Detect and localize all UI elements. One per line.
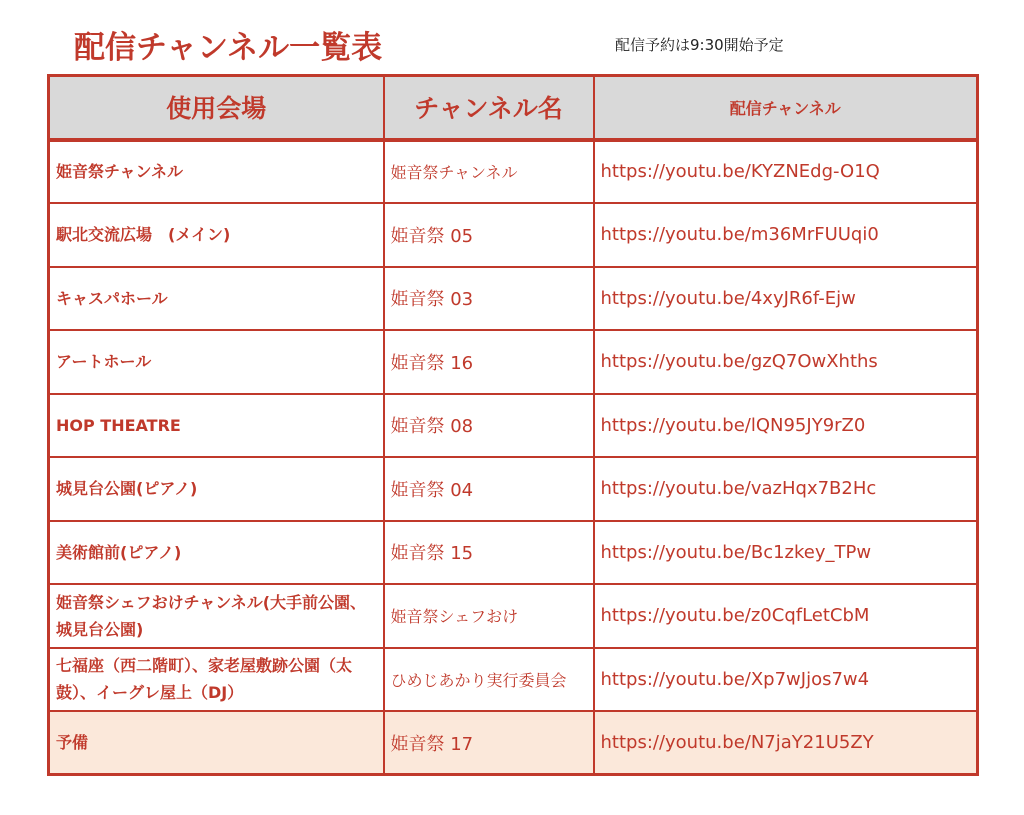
channel-name-cell: 姫音祭 15 <box>384 521 594 585</box>
table-row <box>49 203 978 267</box>
table-header-row <box>49 76 978 140</box>
channel-url-link[interactable]: https://youtu.be/lQN95JY9rZ0 <box>594 394 978 458</box>
channel-url-link[interactable]: https://youtu.be/z0CqfLetCbM <box>594 584 978 648</box>
table-row <box>49 394 978 458</box>
channel-url-link[interactable]: https://youtu.be/Bc1zkey_TPw <box>594 521 978 585</box>
venue-cell: キャスパホール <box>49 267 384 331</box>
header-channel: 配信チャンネル <box>594 76 978 140</box>
page-title: 配信チャンネル一覧表 <box>74 30 383 66</box>
table-row <box>49 457 978 521</box>
channel-url-link[interactable]: https://youtu.be/vazHqx7B2Hc <box>594 457 978 521</box>
header-channel-name: チャンネル名 <box>384 76 594 140</box>
channel-name-cell: 姫音祭シェフおけ <box>384 584 594 648</box>
channel-url-link[interactable]: https://youtu.be/4xyJR6f-Ejw <box>594 267 978 331</box>
table-row <box>49 267 978 331</box>
channel-name-cell: 姫音祭 17 <box>384 711 594 775</box>
channel-name-cell: 姫音祭 05 <box>384 203 594 267</box>
venue-cell: 駅北交流広場 (メイン) <box>49 203 384 267</box>
channel-table <box>47 74 979 776</box>
channel-url-link[interactable]: https://youtu.be/KYZNEdg-O1Q <box>594 140 978 204</box>
venue-cell: 姫音祭チャンネル <box>49 140 384 204</box>
table-row <box>49 648 978 712</box>
channel-url-link[interactable]: https://youtu.be/m36MrFUUqi0 <box>594 203 978 267</box>
table-row <box>49 521 978 585</box>
venue-cell: 姫音祭シェフおけチャンネル(大手前公園、城見台公園) <box>49 584 384 648</box>
venue-cell: 城見台公園(ピアノ) <box>49 457 384 521</box>
channel-name-cell: 姫音祭 03 <box>384 267 594 331</box>
header-venue: 使用会場 <box>49 76 384 140</box>
table-row <box>49 584 978 648</box>
venue-cell: 美術館前(ピアノ) <box>49 521 384 585</box>
channel-name-cell: 姫音祭 08 <box>384 394 594 458</box>
venue-cell: HOP THEATRE <box>49 394 384 458</box>
channel-name-cell: ひめじあかり実行委員会 <box>384 648 594 712</box>
venue-cell: 予備 <box>49 711 384 775</box>
venue-cell: アートホール <box>49 330 384 394</box>
table-row-reserve <box>49 711 978 775</box>
channel-name-cell: 姫音祭チャンネル <box>384 140 594 204</box>
channel-url-link[interactable]: https://youtu.be/gzQ7OwXhths <box>594 330 978 394</box>
channel-url-link[interactable]: https://youtu.be/N7jaY21U5ZY <box>594 711 978 775</box>
table-row <box>49 140 978 204</box>
channel-name-cell: 姫音祭 04 <box>384 457 594 521</box>
schedule-note: 配信予約は9:30開始予定 <box>615 36 784 54</box>
channel-url-link[interactable]: https://youtu.be/Xp7wJjos7w4 <box>594 648 978 712</box>
channel-name-cell: 姫音祭 16 <box>384 330 594 394</box>
venue-cell: 七福座（西二階町）、家老屋敷跡公園（太鼓）、イーグレ屋上（DJ） <box>49 648 384 712</box>
table-row <box>49 330 978 394</box>
